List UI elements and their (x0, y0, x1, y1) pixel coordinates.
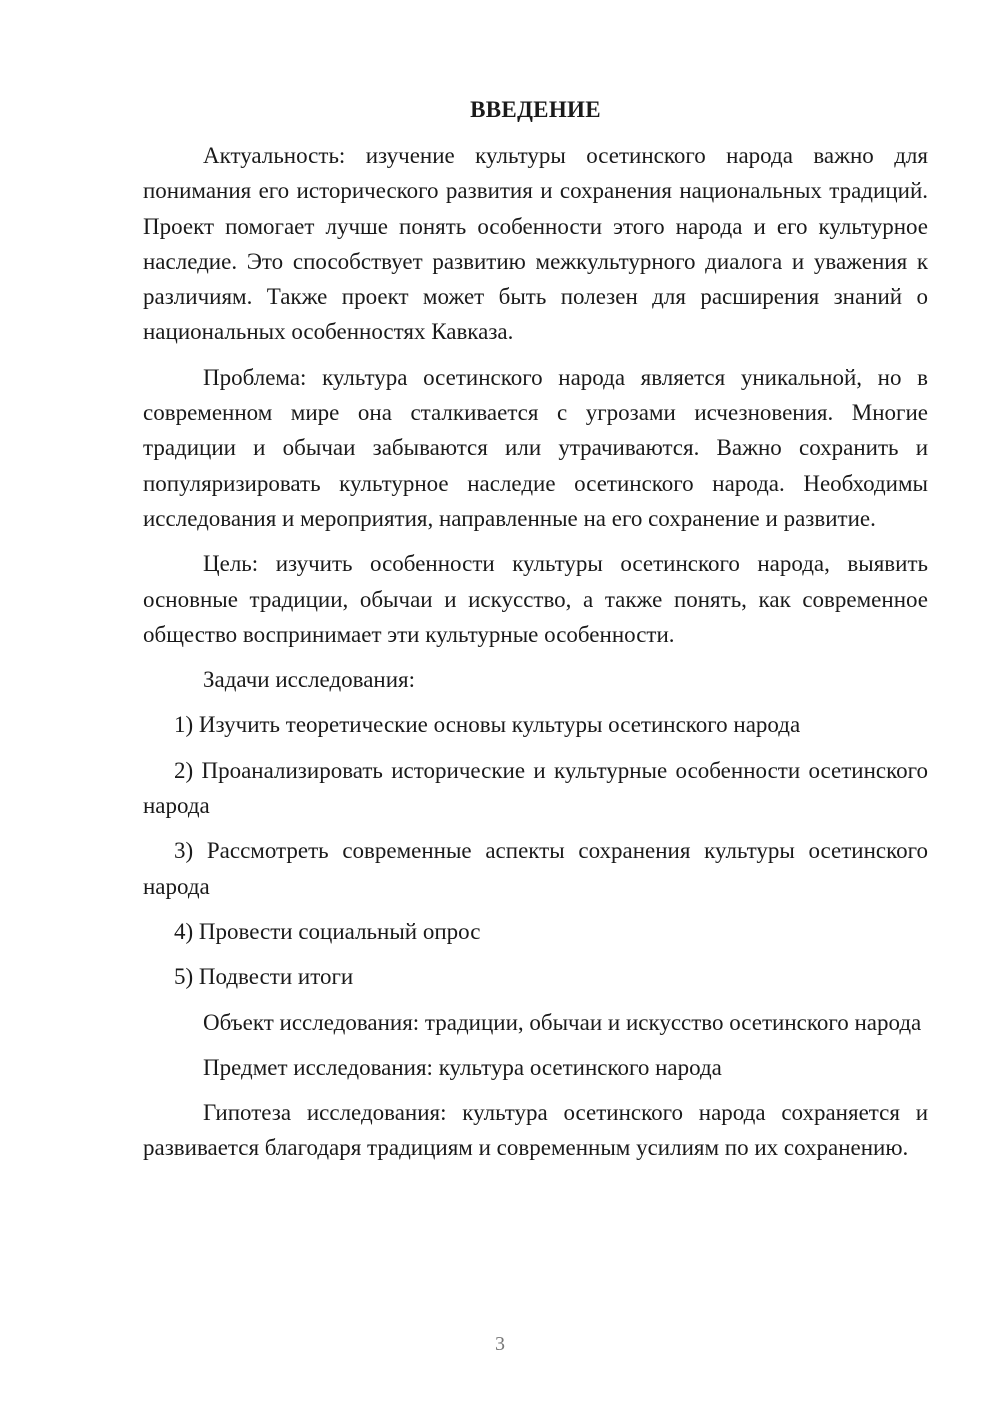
task-item-5: 5) Подвести итоги (174, 964, 354, 990)
task-item-3: 3) Рассмотреть современные аспекты сохранения культуры осетинского народа (143, 838, 928, 899)
page-number: 3 (495, 1333, 505, 1355)
task-item-4: 4) Провести социальный опрос (174, 918, 481, 944)
hypothesis-paragraph: Гипотеза исследования: культура осетинского народа сохраняется и развивается благодаря традициям и современным усилиям по их сохранению. (143, 1100, 928, 1161)
task-item-2: 2) Проанализировать исторические и культурные особенности осетинского народа (143, 757, 928, 819)
section-title: ВВЕДЕНИЕ (470, 97, 601, 122)
subject-paragraph: Предмет исследования: культура осетинского народа (203, 1054, 722, 1080)
object-paragraph: Объект исследования: традиции, обычаи и искусство осетинского народа (203, 1009, 922, 1035)
tasks-heading: Задачи исследования: (203, 667, 416, 693)
task-item-1: 1) Изучить теоретические основы культуры осетинского народа (174, 712, 801, 738)
goal-paragraph: Цель: изучить особенности культуры осетинского народа, выявить основные традиции, обычаи и искусство, а также понять, как современное общество воспринимает эти культурные особенности. (143, 551, 928, 647)
document-page (143, 92, 928, 1176)
relevance-paragraph: Актуальность: изучение культуры осетинского народа важно для понимания его исторического развития и сохранения национальных традиций. Проект помогает лучше понять особенности этого народа и его культурное наследие. Это способствует развитию межкультурного диалога и уважения к различиям. Также проект может быть полезен для расширения знаний о национальных особенностях Кавказа. (143, 143, 928, 345)
problem-paragraph: Проблема: культура осетинского народа является уникальной, но в современном мире она сталкивается с угрозами исчезновения. Многие традиции и обычаи забываются или утрачиваются. Важно сохранить и популяризировать культурное наследие осетинского народа. Необходимы исследования и мероприятия, направленные на его сохранение и развитие. (143, 364, 928, 531)
